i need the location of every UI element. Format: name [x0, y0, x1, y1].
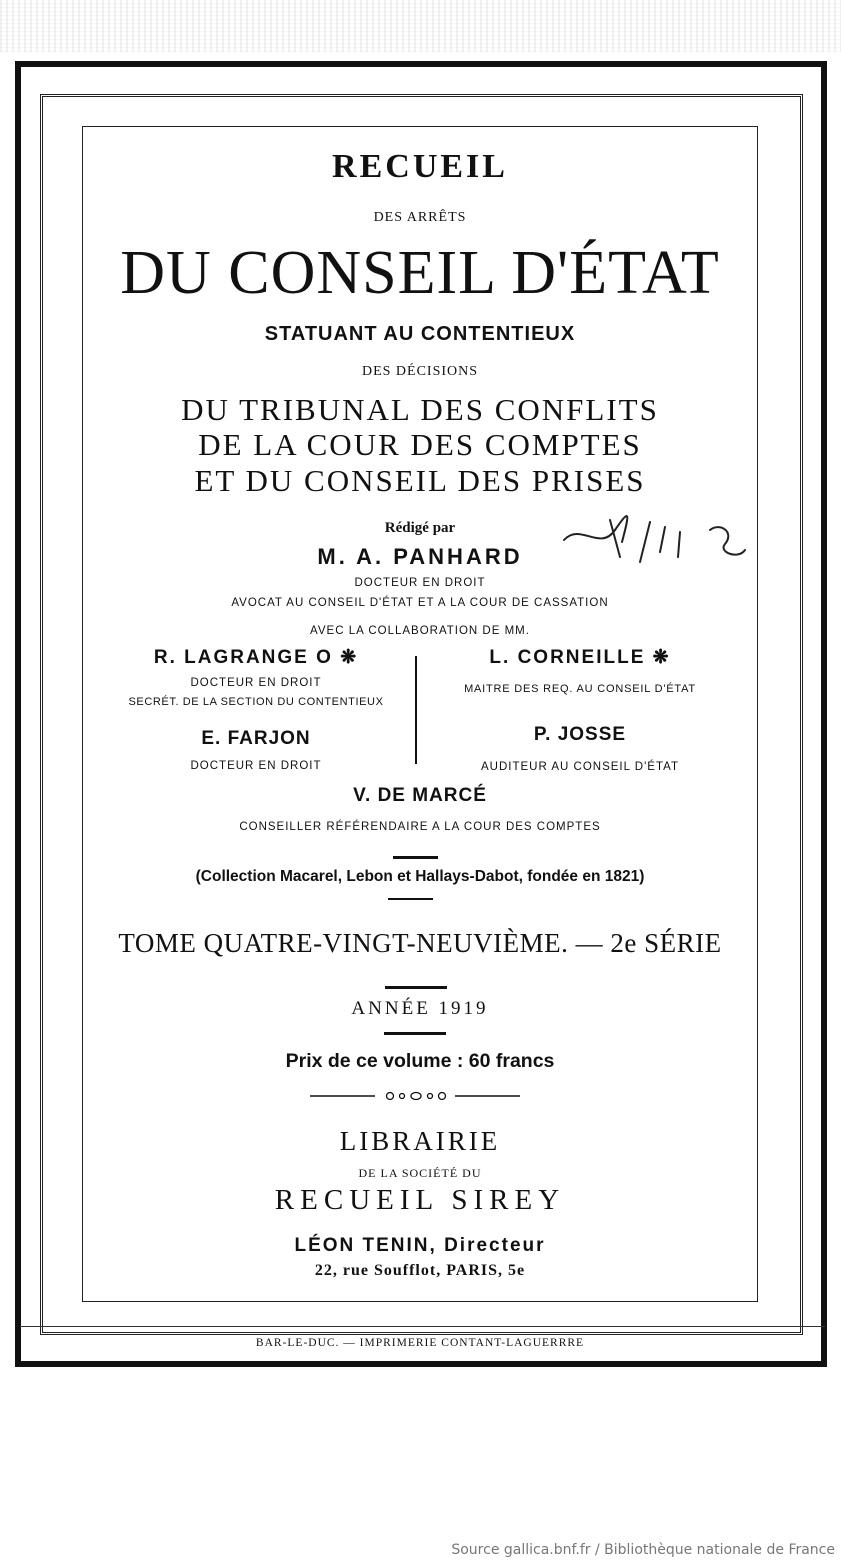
address-line: 22, rue Soufflot, PARIS, 5e — [314, 1262, 526, 1279]
column-divider — [415, 656, 417, 764]
annee-rule — [384, 1032, 446, 1035]
main-title: DU CONSEIL D'ÉTAT — [120, 239, 720, 307]
de-la-societe-label: DE LA SOCIÉTÉ DU — [358, 1166, 482, 1180]
tribunal-line: DU TRIBUNAL DES CONFLITS — [181, 392, 659, 427]
librairie-heading: LIBRAIRIE — [339, 1126, 501, 1156]
redige-par-label: Rédigé par — [384, 520, 456, 536]
farjon-title: DOCTEUR EN DROIT — [190, 760, 322, 772]
des-arrets-label: DES ARRÊTS — [373, 210, 467, 225]
editor-title-doctor: DOCTEUR EN DROIT — [354, 577, 486, 589]
source-credit: Source gallica.bnf.fr / Bibliothèque nationale de France — [451, 1542, 835, 1558]
collection-rule-top — [393, 856, 438, 859]
collaboration-label: AVEC LA COLLABORATION DE MM. — [310, 625, 530, 637]
printer-line: BAR-LE-DUC. — IMPRIMERIE CONTANT-LAGUERRRE — [255, 1337, 585, 1349]
scan-noise-band — [0, 0, 841, 52]
collection-rule-bottom — [388, 898, 433, 900]
conseil-prises-line: ET DU CONSEIL DES PRISES — [194, 463, 646, 498]
recueil-heading: RECUEIL — [332, 148, 508, 185]
recueil-sirey-heading: RECUEIL SIREY — [274, 1184, 566, 1216]
handwritten-annotation — [560, 502, 760, 572]
statuant-subtitle: STATUANT AU CONTENTIEUX — [264, 323, 576, 345]
footer-divider-line — [20, 1326, 825, 1327]
des-decisions-label: DES DÉCISIONS — [361, 364, 479, 379]
corneille-title: MAITRE DES REQ. AU CONSEIL D'ÉTAT — [464, 683, 696, 695]
lagrange-title-doctor: DOCTEUR EN DROIT — [190, 677, 322, 689]
tome-rule — [385, 986, 447, 989]
farjon-name: E. FARJON — [201, 728, 311, 749]
editor-name: M. A. PANHARD — [317, 544, 523, 569]
cour-comptes-line: DE LA COUR DES COMPTES — [198, 427, 642, 462]
corneille-name: L. CORNEILLE ❋ — [489, 647, 671, 668]
collection-note: (Collection Macarel, Lebon et Hallays-Dabot, fondée en 1821) — [195, 868, 645, 885]
marce-title: CONSEILLER RÉFÉRENDAIRE A LA COUR DES COMPTES — [239, 821, 601, 833]
tome-line: TOME QUATRE-VINGT-NEUVIÈME. — 2e SÉRIE — [118, 928, 722, 958]
lagrange-title-secretary: SECRÉT. DE LA SECTION DU CONTENTIEUX — [128, 696, 384, 708]
price-line: Prix de ce volume : 60 francs — [285, 1050, 555, 1072]
marce-name: V. DE MARCÉ — [353, 785, 487, 806]
editor-title-avocat: AVOCAT AU CONSEIL D'ÉTAT ET A LA COUR DE CASSATION — [231, 597, 609, 609]
josse-title: AUDITEUR AU CONSEIL D'ÉTAT — [481, 761, 679, 773]
directeur-line: LÉON TENIN, Directeur — [294, 1235, 546, 1256]
ornament-divider — [310, 1090, 520, 1102]
josse-name: P. JOSSE — [533, 724, 627, 745]
lagrange-name: R. LAGRANGE O ❋ — [153, 647, 359, 668]
annee-line: ANNÉE 1919 — [351, 998, 489, 1019]
